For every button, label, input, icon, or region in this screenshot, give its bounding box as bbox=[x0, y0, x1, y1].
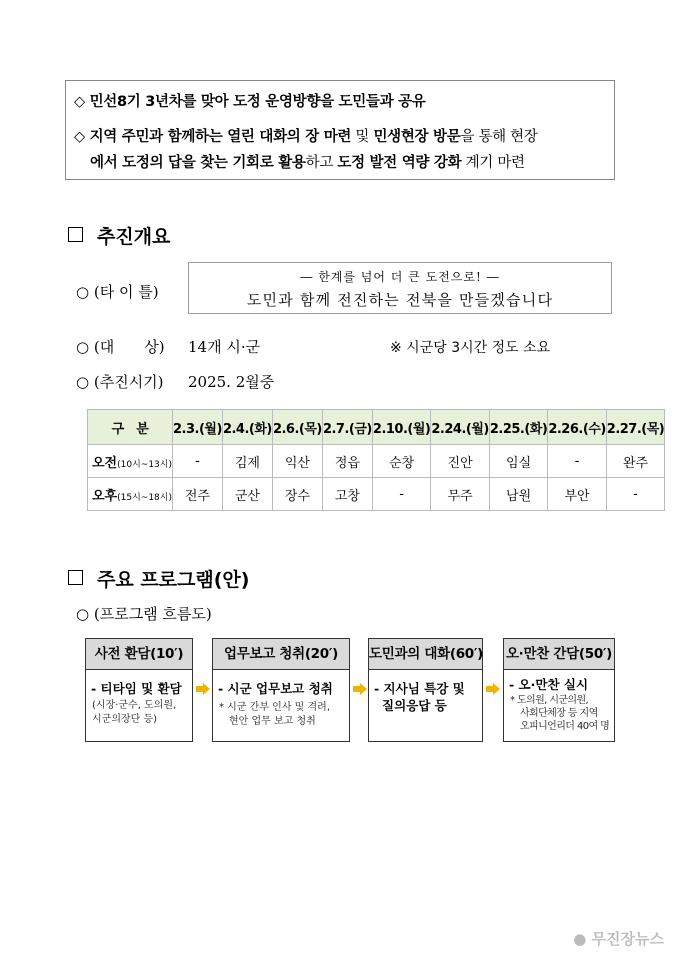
summary-text: 계기 마련 bbox=[461, 155, 525, 171]
flow-step-main: - 티타임 및 환담 bbox=[91, 681, 182, 696]
title-subtitle: ― 한계를 넘어 더 큰 도전으로! ― bbox=[300, 270, 500, 284]
program-heading-text: 주요 프로그램(안) bbox=[97, 569, 250, 591]
summary-text: ◇ 지역 주민과 함께하는 열린 대화의 장 마련 bbox=[74, 129, 352, 145]
row-label bbox=[88, 478, 173, 511]
table-cell: - bbox=[548, 445, 606, 478]
flow-step-title: 업무보고 청취(20′) bbox=[213, 639, 349, 670]
target-note: ※ 시군당 3시간 정도 소요 bbox=[390, 340, 551, 356]
overview-heading-text: 추진개요 bbox=[97, 226, 171, 248]
watermark: ● 무진장뉴스 bbox=[573, 930, 664, 948]
flow-step-main: - 시군 업무보고 청취 bbox=[218, 681, 333, 696]
note-line: (시장·군수, 도의원, bbox=[92, 700, 177, 711]
flow-step-4 bbox=[503, 638, 615, 742]
arrow-right-icon bbox=[353, 683, 367, 695]
summary-box bbox=[65, 80, 615, 180]
header-cell: 2.27.(목) bbox=[606, 410, 664, 445]
header-cell: 2.26.(수) bbox=[548, 410, 606, 445]
table-cell: 고창 bbox=[322, 478, 372, 511]
program-heading bbox=[68, 565, 249, 592]
schedule-table bbox=[87, 409, 665, 511]
target-label: ○ (대 상) bbox=[76, 338, 165, 356]
summary-line-2 bbox=[74, 125, 538, 146]
header-cell: 구 분 bbox=[88, 410, 173, 445]
row-label-text: 오전 bbox=[92, 455, 118, 471]
summary-line-3 bbox=[90, 151, 525, 172]
header-cell: 2.25.(화) bbox=[489, 410, 547, 445]
checkbox-square-icon bbox=[68, 227, 83, 242]
main-line: - 지사님 특강 및 bbox=[374, 681, 465, 696]
note-line: 현안 업무 보고 청취 bbox=[229, 716, 316, 727]
period-label: ○ (추진시기) bbox=[76, 373, 164, 391]
title-box bbox=[188, 262, 612, 314]
flow-step-main: - 오·만찬 실시 bbox=[509, 677, 589, 692]
table-row bbox=[88, 478, 665, 511]
note-line: 사회단체장 등 지역 bbox=[520, 708, 598, 719]
summary-text: 을 통해 현장 bbox=[460, 129, 538, 145]
table-cell: 김제 bbox=[222, 445, 272, 478]
header-cell: 2.10.(월) bbox=[372, 410, 430, 445]
table-cell: - bbox=[372, 478, 430, 511]
summary-text: 에서 도정의 답을 찾는 기회로 활용 bbox=[90, 155, 306, 171]
flow-step-2 bbox=[212, 638, 350, 742]
table-cell: - bbox=[606, 478, 664, 511]
header-cell: 2.24.(월) bbox=[431, 410, 489, 445]
table-cell: 전주 bbox=[172, 478, 222, 511]
table-cell: 완주 bbox=[606, 445, 664, 478]
table-cell: 무주 bbox=[431, 478, 489, 511]
target-value: 14개 시·군 bbox=[188, 338, 261, 356]
flow-step-note bbox=[504, 693, 614, 733]
overview-heading bbox=[68, 222, 170, 249]
table-cell: 남원 bbox=[489, 478, 547, 511]
summary-line-1: ◇ 민선8기 3년차를 맞아 도정 운영방향을 도민들과 공유 bbox=[74, 94, 426, 110]
checkbox-square-icon bbox=[68, 570, 83, 585]
summary-text: 민생현장 방문 bbox=[373, 129, 461, 145]
table-cell: 임실 bbox=[489, 445, 547, 478]
table-cell: 장수 bbox=[272, 478, 322, 511]
row-time: (10시~13시) bbox=[117, 459, 172, 470]
flow-step-title: 사전 환담(10′) bbox=[86, 639, 192, 670]
flow-step-main bbox=[369, 670, 482, 714]
table-cell: 부안 bbox=[548, 478, 606, 511]
row-label-text: 오후 bbox=[92, 488, 118, 504]
header-cell: 2.3.(월) bbox=[172, 410, 222, 445]
title-main: 도민과 함께 전진하는 전북을 만들겠습니다 bbox=[246, 291, 554, 309]
arrow-right-icon bbox=[196, 683, 210, 695]
arrow-right-icon bbox=[486, 683, 500, 695]
summary-text: 하고 bbox=[305, 155, 338, 171]
main-line: 질의응답 등 bbox=[382, 698, 447, 713]
summary-text: 도정 발전 역량 강화 bbox=[337, 155, 462, 171]
flow-label: ○ (프로그램 흐름도) bbox=[76, 605, 212, 623]
summary-text: 및 bbox=[351, 129, 374, 145]
table-cell: 진안 bbox=[431, 445, 489, 478]
note-line: 오피니언리더 40여 명 bbox=[520, 721, 610, 732]
header-cell: 2.4.(화) bbox=[222, 410, 272, 445]
note-line: * 시군 간부 인사 및 격려, bbox=[219, 702, 331, 713]
watermark-text: 무진장뉴스 bbox=[591, 930, 664, 948]
table-row bbox=[88, 445, 665, 478]
note-line: 시군의장단 등) bbox=[92, 714, 158, 725]
table-cell: 익산 bbox=[272, 445, 322, 478]
header-cell: 2.7.(금) bbox=[322, 410, 372, 445]
flow-step-title: 오·만찬 간담(50′) bbox=[504, 639, 614, 670]
table-cell: 순창 bbox=[372, 445, 430, 478]
flow-step-title: 도민과의 대화(60′) bbox=[369, 639, 482, 670]
row-time: (15시~18시) bbox=[117, 492, 172, 503]
table-cell: - bbox=[172, 445, 222, 478]
flow-step-note bbox=[213, 697, 349, 729]
table-cell: 군산 bbox=[222, 478, 272, 511]
flow-step-note bbox=[86, 697, 192, 727]
header-cell: 2.6.(목) bbox=[272, 410, 322, 445]
row-label bbox=[88, 445, 173, 478]
flow-step-3 bbox=[368, 638, 483, 742]
schedule-header-row bbox=[88, 410, 665, 445]
note-line: * 도의원, 시군의원, bbox=[510, 695, 589, 706]
title-label: ○ (타 이 틀) bbox=[76, 283, 159, 301]
period-value: 2025. 2월중 bbox=[188, 373, 275, 391]
flow-step-1 bbox=[85, 638, 193, 742]
table-cell: 정읍 bbox=[322, 445, 372, 478]
